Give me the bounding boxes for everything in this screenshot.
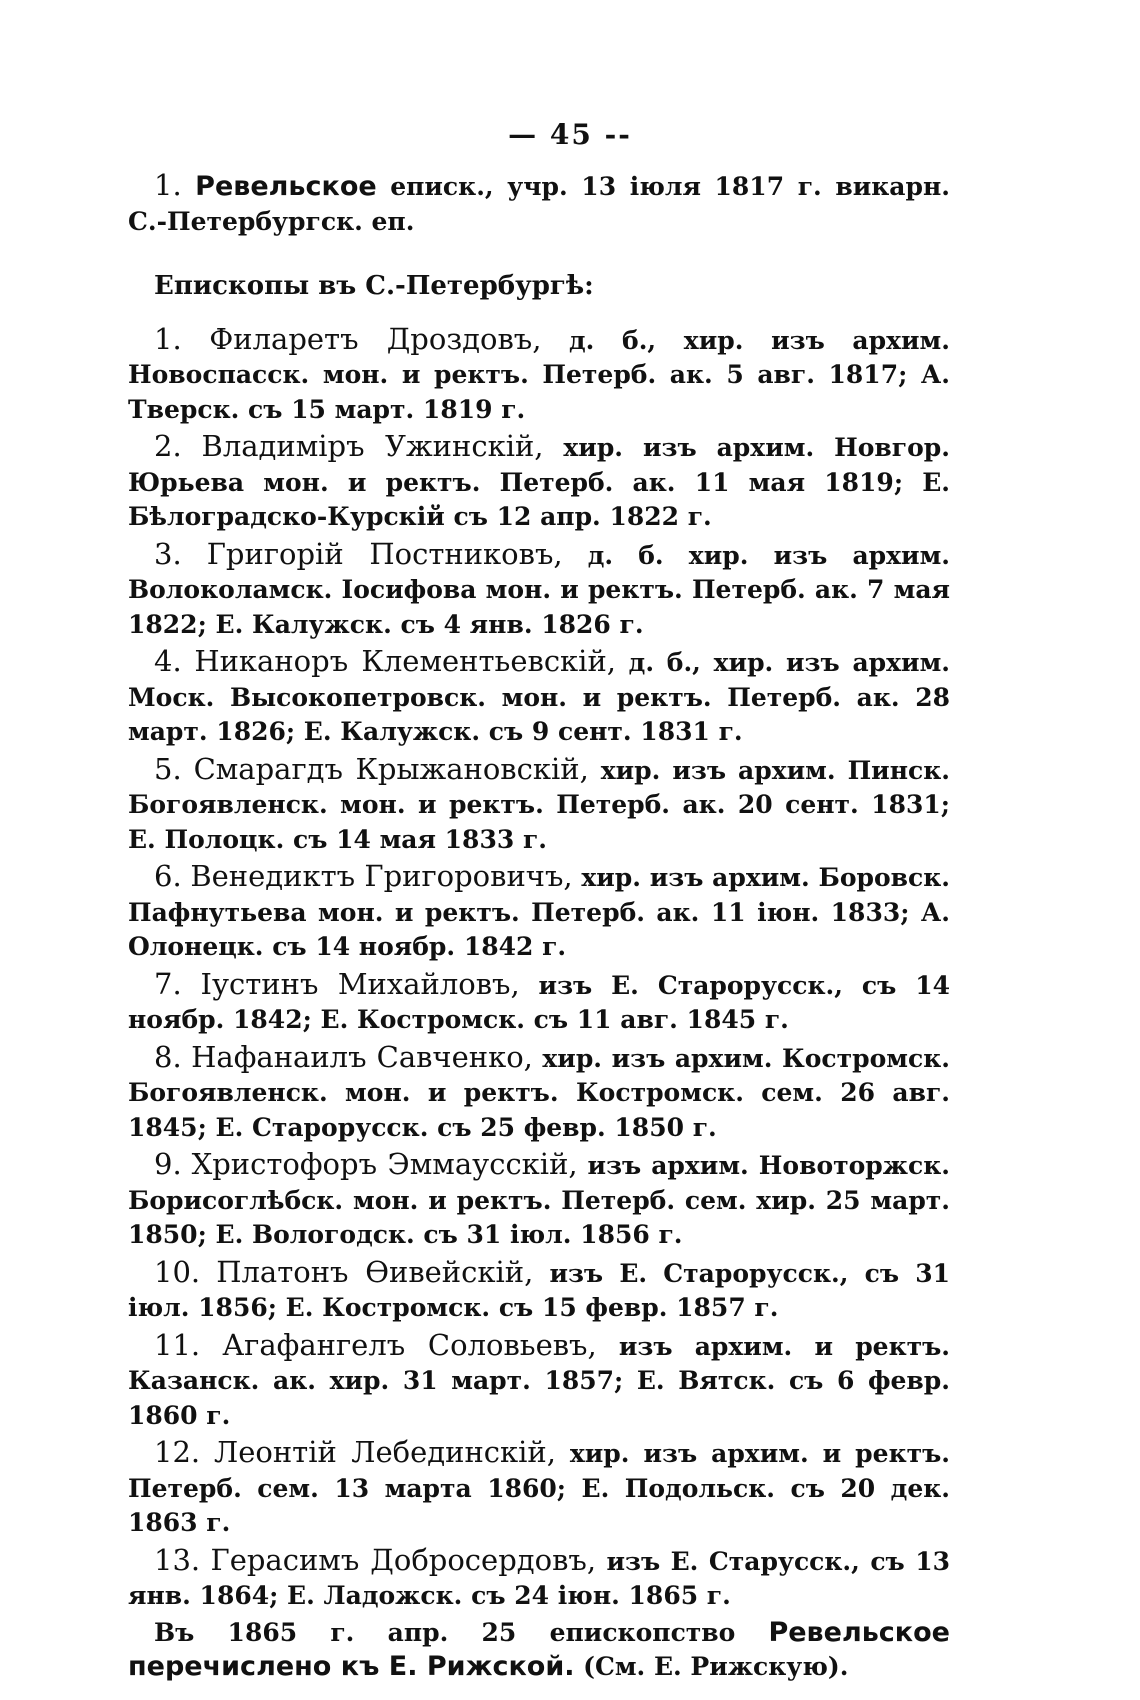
entry-number: 5. — [154, 751, 182, 786]
bishop-details: хир. изъ архим. Пинск. Богоявленск. мон. и ректъ. Петерб. ак. 20 сент. 1831; Е. Полоцк. съ 14 мая 1833 г. — [128, 755, 950, 854]
bishop-details: изъ Е. Старорусск., съ 14 ноябр. 1842; Е. Костромск. съ 11 авг. 1845 г. — [128, 970, 950, 1034]
bishop-entry — [128, 322, 950, 428]
closing-highlight: Ревельское перечислено къ Е. Рижской. — [128, 1616, 950, 1682]
bishop-entry — [128, 752, 950, 858]
bishop-details: изъ архим. Новоторжск. Борисоглѣбск. мон. и ректъ. Петерб. сем. хир. 25 март. 1850; Е. Вологодск. съ 31 іюл. 1856 г. — [128, 1151, 950, 1249]
bishop-name: Филаретъ Дроздовъ, — [209, 321, 542, 356]
closing-pre: Въ 1865 г. апр. 25 епископство — [154, 1617, 736, 1647]
page-body — [128, 168, 950, 1685]
entry-number: 3. — [154, 536, 182, 571]
bishop-name: Христофоръ Эммаусскій, — [191, 1147, 578, 1181]
bishop-entry — [128, 644, 950, 750]
bishop-details: д. б., хир. изъ архим. Моск. Высокопетровск. мон. и ректъ. Петерб. ак. 28 март. 1826; Е. Калужск. съ 9 сент. 1831 г. — [128, 648, 950, 746]
bishop-name: Смарагдъ Крыжановскій, — [193, 751, 589, 786]
bishop-details: хир. изъ архим. Боровск. Пафнутьева мон. и ректъ. Петерб. ак. 11 іюн. 1833; А. Олонецк. съ 14 ноябр. 1842 г. — [128, 863, 950, 961]
entry-number: 2. — [154, 429, 182, 463]
bishop-details: изъ архим. и ректъ. Казанск. ак. хир. 31 март. 1857; Е. Вятск. съ 6 февр. 1860 г. — [128, 1331, 951, 1430]
bishop-name: Іустинъ Михайловъ, — [200, 966, 520, 1001]
bishop-list — [128, 322, 950, 1614]
bishop-entry — [128, 859, 950, 965]
entry-number: 7. — [154, 966, 182, 1001]
entry-number: 9. — [154, 1147, 182, 1181]
entry-number: 1. — [154, 321, 182, 356]
bishop-entry — [128, 1543, 950, 1614]
bishop-details: д. б. хир. изъ архим. Волоколамск. Іосифова мон. и ректъ. Петерб. ак. 7 мая 1822; Е. Калужск. съ 4 янв. 1826 г. — [128, 540, 950, 639]
intro-paragraph — [128, 168, 950, 239]
intro-text: еписк., учр. 13 іюля 1817 г. викарн. С.-Петербургск. еп. — [128, 172, 950, 236]
entry-number: 6. — [154, 859, 182, 893]
bishop-name: Владиміръ Ужинскій, — [201, 429, 544, 463]
bishop-name: Никаноръ Клементьевскій, — [194, 644, 617, 678]
bishop-details: хир. изъ архим. Новгор. Юрьева мон. и ректъ. Петерб. ак. 11 мая 1819; Е. Бѣлоградско-Курскій съ 12 апр. 1822 г. — [128, 433, 950, 531]
entry-number: 8. — [154, 1039, 182, 1074]
bishop-details: хир. изъ архим. и ректъ. Петерб. сем. 13 марта 1860; Е. Подольск. съ 20 дек. 1863 г. — [128, 1439, 950, 1537]
bishop-entry — [128, 1435, 950, 1541]
bishop-name: Платонъ Ѳивейскій, — [216, 1254, 534, 1289]
section-heading: Епископы въ С.-Петербургѣ: — [154, 271, 594, 301]
entry-number: 13. — [154, 1542, 201, 1577]
bishop-entry — [128, 1255, 950, 1326]
entry-number: 12. — [154, 1435, 201, 1469]
bishop-entry — [128, 967, 950, 1038]
bishop-name: Агафангелъ Соловьевъ, — [222, 1327, 597, 1362]
bishop-name: Леонтій Лебединскій, — [214, 1435, 556, 1469]
closing-paragraph — [128, 1616, 950, 1685]
entry-number: 11. — [154, 1327, 201, 1362]
page-number: — 45 -- — [508, 118, 632, 151]
closing-post: (См. Е. Рижскую). — [583, 1652, 849, 1681]
bishop-name: Герасимъ Добросердовъ, — [210, 1542, 597, 1577]
bishop-details: хир. изъ архим. Костромск. Богоявленск. мон. и ректъ. Костромск. сем. 26 авг. 1845; Е. Старорусск. съ 25 февр. 1850 г. — [128, 1043, 950, 1142]
bishop-entry — [128, 429, 950, 535]
bishop-name: Нафанаилъ Савченко, — [191, 1039, 533, 1074]
bishop-details: изъ Е. Старорусск., съ 31 іюл. 1856; Е. Костромск. съ 15 февр. 1857 г. — [128, 1258, 950, 1322]
bishop-entry — [128, 1328, 950, 1434]
intro-number: 1. — [154, 168, 182, 202]
entry-number: 10. — [154, 1254, 201, 1289]
bishop-name: Венедиктъ Григоровичъ, — [190, 859, 573, 893]
bishop-details: д. б., хир. изъ архим. Новоспасск. мон. и ректъ. Петерб. ак. 5 авг. 1817; А. Тверск. съ 15 март. 1819 г. — [128, 325, 950, 424]
bishop-entry — [128, 1040, 950, 1146]
entry-number: 4. — [154, 644, 182, 678]
diocese-name: Ревельское — [195, 171, 377, 202]
bishop-name: Григорій Постниковъ, — [206, 536, 563, 571]
bishop-entry — [128, 537, 950, 643]
bishop-details: изъ Е. Старусск., съ 13 янв. 1864; Е. Ладожск. съ 24 іюн. 1865 г. — [128, 1546, 950, 1610]
bishop-entry — [128, 1147, 950, 1253]
